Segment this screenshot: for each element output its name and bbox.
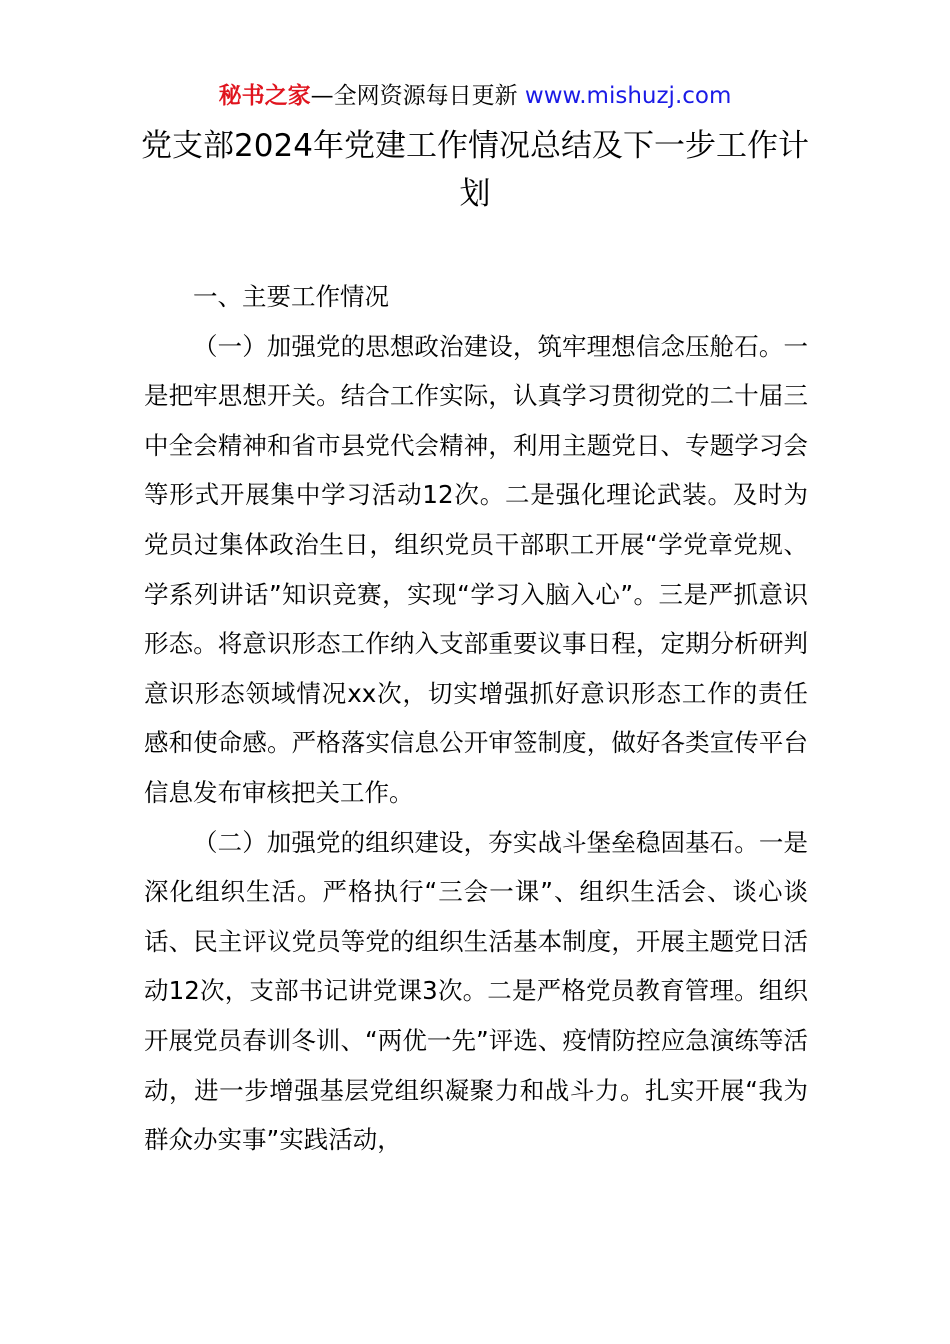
site-brand-name: 秘书之家 [218, 83, 311, 109]
site-header [0, 80, 950, 112]
site-tagline: —全网资源每日更新 [310, 83, 518, 109]
body-paragraph: （一）加强党的思想政治建设，筑牢理想信念压舱石。一是把牢思想开关。结合工作实际，认真学习贯彻党的二十届三中全会精神和省市县党代会精神，利用主题党日、专题学习会等形式开展集中学习活动12次。二是强化理论武装。及时为党员过集体政治生日，组织党员干部职工开展“学党章党规、学系列讲话”知识竞赛，实现“学习入脑入心”。三是严抓意识形态。将意识形态工作纳入支部重要议事日程，定期分析研判意识形态领域情况xx次，切实增强抓好意识形态工作的责任感和使命感。严格落实信息公开审签制度，做好各类宣传平台信息发布审核把关工作。 [144, 331, 808, 807]
section-heading: 一、主要工作情况 [193, 282, 389, 311]
document-body [144, 272, 808, 1165]
body-paragraph: （二）加强党的组织建设，夯实战斗堡垒稳固基石。一是深化组织生活。严格执行“三会一课”、组织生活会、谈心谈话、民主评议党员等党的组织生活基本制度，开展主题党日活动12次，支部书记讲党课3次。二是严格党员教育管理。组织开展党员春训冬训、“两优一先”评选、疫情防控应急演练等活动，进一步增强基层党组织凝聚力和战斗力。扎实开展“我为群众办实事”实践活动， [144, 827, 808, 1155]
document-title: 党支部2024年党建工作情况总结及下一步工作计划 [141, 128, 809, 212]
site-url-link[interactable]: www.mishuzj.com [524, 83, 732, 109]
